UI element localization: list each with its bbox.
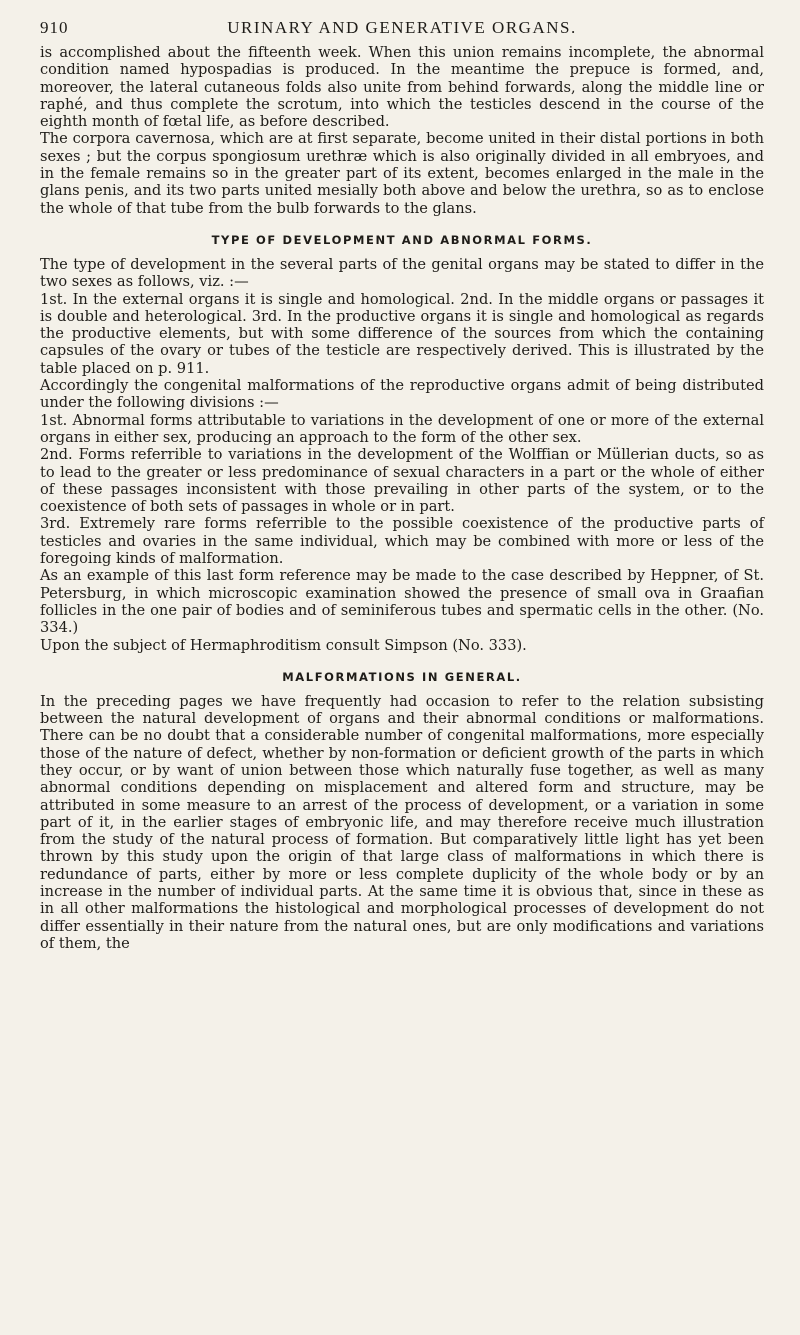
- paragraph: 3rd. Extremely rare forms referrible to the possible coexistence of the productive parts of testicles and ovaries in the same individual, which may be combined with more or less of the foregoing kinds of malformation.: [40, 515, 764, 568]
- paragraph: As an example of this last form reference may be made to the case described by Heppner, of St. Petersburg, in which microscopic examination showed the presence of small ova in Graafian follicles in the one pair of bodies and of seminiferous tubes and spermatic cells in the other. (No. 334.): [40, 567, 764, 637]
- paragraph: is accomplished about the fifteenth week. When this union remains incomplete, the abnormal condition named hypospadias is produced. In the meantime the prepuce is formed, and, moreover, the lateral cutaneous folds also unite from behind forwards, along the middle line or raphé, and thus complete the scrotum, into which the testicles descend in the course of the eighth month of fœtal life, as before described.: [40, 44, 764, 131]
- paragraph: In the preceding pages we have frequently had occasion to refer to the relation subsisting between the natural development of organs and their abnormal conditions or malformations. There can be no doubt that a considerable number of congenital malformations, more especially those of the nature of defect, whether by non-formation or deficient growth of the parts in which they occur, or by want of union between those which naturally fuse together, as well as many abnormal conditions depending on misplacement and altered form and structure, may be attributed in some measure to an arrest of the process of development, or a variation in some part of it, in the earlier stages of embryonic life, and may therefore receive much illustration from the study of the natural process of formation. But comparatively little light has yet been thrown by this study upon the origin of that large class of malformations in which there is redundance of parts, either by more or less complete duplicity of the whole body or by an increase in the number of individual parts. At the same time it is obvious that, since in these as in all other malformations the histological and morphological processes of development do not differ essentially in their nature from the natural ones, but are only modifications and variations of them, the: [40, 692, 764, 952]
- running-title: URINARY AND GENERATIVE ORGANS.: [227, 18, 577, 37]
- paragraph: Upon the subject of Hermaphroditism consult Simpson (No. 333).: [40, 636, 527, 654]
- paragraph: 1st. In the external organs it is single and homological. 2nd. In the middle organs or passages it is double and heterological. 3rd. In the productive organs it is single and homological as regards the productive elements, but with some difference of the sources from which the containing capsules of the ovary or tubes of the testicle are respectively derived. This is illustrated by the table placed on p. 911.: [40, 290, 764, 377]
- book-page: [40, 14, 764, 952]
- running-head: [40, 14, 764, 44]
- paragraph: The corpora cavernosa, which are at first separate, become united in their distal portions in both sexes ; but the corpus spongiosum urethræ which is also originally divided in all embryoes, and in the female remains so in the greater part of its extent, becomes enlarged in the male in the glans penis, and its two parts united mesially both above and below the urethra, so as to enclose the whole of that tube from the bulb forwards to the glans.: [40, 130, 764, 217]
- paragraph: 2nd. Forms referrible to variations in the development of the Wolffian or Müllerian ducts, so as to lead to the greater or less predominance of sexual characters in a part or the whole of either of these passages inconsistent with those prevailing in other parts of the system, or to the coexistence of both sets of passages in whole or in part.: [40, 446, 764, 516]
- section-heading: TYPE OF DEVELOPMENT AND ABNORMAL FORMS.: [211, 232, 593, 247]
- paragraph: Accordingly the congenital malformations of the reproductive organs admit of being distributed under the following divisions :—: [40, 377, 764, 412]
- page-number: 910: [40, 18, 69, 37]
- section-heading: MALFORMATIONS IN GENERAL.: [282, 669, 522, 684]
- paragraph: The type of development in the several parts of the genital organs may be stated to differ in the two sexes as follows, viz. :—: [40, 255, 764, 291]
- paragraph: 1st. Abnormal forms attributable to variations in the development of one or more of the external organs in either sex, producing an approach to the form of the other sex.: [40, 411, 764, 446]
